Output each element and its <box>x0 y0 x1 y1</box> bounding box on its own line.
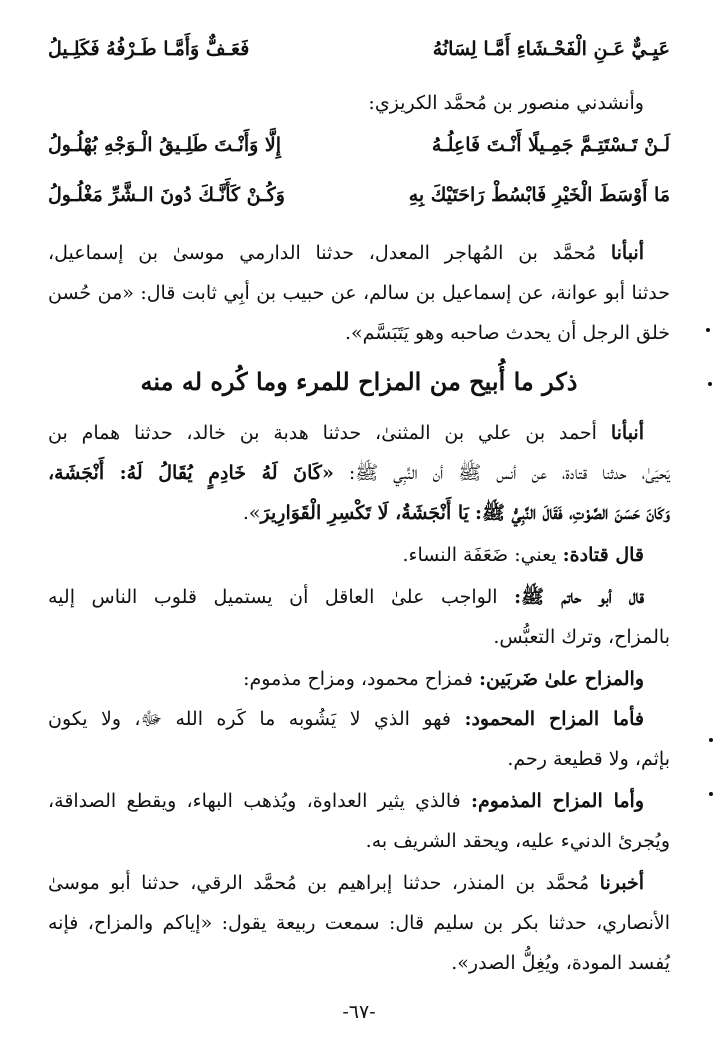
paragraph-text: مُحمَّد بن المنذر، حدثنا إبراهيم بن مُحمَّد الرقي، حدثنا أبو موسىٰ <box>48 872 590 894</box>
narration-lead: أنبأنا <box>610 422 644 444</box>
paragraph-line <box>48 458 670 488</box>
paragraph-line <box>48 868 670 898</box>
paragraph-text: الواجب علىٰ العاقل أن يستميل قلوب الناس إليه <box>48 586 498 608</box>
paragraph-line: الأنصاري، حدثنا بكر بن سليم قال: سمعت ربيعة يقول: «إياكم والمزاح، فإنه <box>48 912 670 934</box>
verse-second-hemistich: وَكُـنْ كَأَنَّـكَ دُونَ الـشَّرِّ مَغْلُـولُ <box>48 184 285 206</box>
paragraph-text: فالذي يثير العداوة، ويُذهب البهاء، ويقطع الصداقة، <box>48 790 461 812</box>
paragraph-line <box>48 540 670 570</box>
section-heading: ذكر ما أُبيح من المزاح للمرء وما كُره له منه <box>140 367 578 396</box>
narration-lead: أخبرنا <box>599 872 644 894</box>
paragraph-line <box>48 498 670 528</box>
paragraph-line: حدثنا أبو عوانة، عن إسماعيل بن سالم، عن حبيب بن أبِي ثابت قال: «من حُسن <box>48 282 670 304</box>
paragraph-line: خلق الرجل أن يحدث صاحبه وهو يَتَبَسَّم». <box>344 322 670 344</box>
hadith-quote: وَكَانَ حَسَنَ الصَّوْتِ، فَقَالَ النَّبِيُّ ﷺ: <box>474 502 670 524</box>
book-page <box>48 0 670 1048</box>
narration-lead: قال قتادة: <box>562 544 644 566</box>
verse-second-hemistich: إِلَّا وَأَنْـتَ طَلِـيقُ الْـوَجْهِ بُهْلُـولُ <box>48 134 282 156</box>
narration-lead: والمزاح علىٰ ضَربَين: <box>478 668 644 690</box>
paragraph-text: فهو الذي لا يَشُوبه ما كَره الله ﷻ، ولا يكون <box>48 708 451 730</box>
paragraph-line <box>48 238 670 268</box>
paragraph-line <box>48 664 670 694</box>
narration-lead: أنبأنا <box>610 242 644 264</box>
paragraph-line <box>48 786 670 816</box>
paragraph-line <box>48 582 670 612</box>
narration-lead: قال أبو حاتم ﷺ: <box>514 586 645 608</box>
paragraph-line <box>48 418 670 448</box>
scan-speck <box>709 792 713 796</box>
page-number: -٦٧- <box>342 1001 376 1023</box>
paragraph-text: يَحيَىٰ، حدثنا قتادة، عن أنس ﷺ أن النَّبِي ﷺ: <box>348 462 670 484</box>
scan-speck <box>706 328 710 332</box>
poem-verse <box>48 178 670 212</box>
scan-speck <box>709 738 713 742</box>
paragraph-text: مُحمَّد بن المُهاجر المعدل، حدثنا الدارمي موسىٰ بن إسماعيل، <box>48 242 597 264</box>
hadith-emphasis: يَا أَنْجَشَةُ، لَا تَكْسِرِ الْقَوَارِيرَ <box>260 502 469 524</box>
verse-second-hemistich: فَعَـفٌّ وَأَمَّـا طَـرْفُهُ فَكَلِـيلُ <box>48 38 250 60</box>
verse-first-hemistich: لَـنْ تَـسْتَتِـمَّ جَمِـيلًا أَنْـتَ فَاعِلُـهُ <box>431 134 670 156</box>
verse-first-hemistich: مَا أَوْسَطَ الْخَيْرِ فَابْسُطْ رَاحَتَيْكَ بِهِ <box>408 184 670 206</box>
scan-speck <box>708 382 712 386</box>
paragraph-line <box>48 704 670 734</box>
paragraph-line: بالمزاح، وترك التعبُّس. <box>493 626 670 648</box>
poem-verse <box>48 32 670 66</box>
poem-verse <box>48 128 670 162</box>
paragraph-line: بإثم، ولا قطيعة رحم. <box>507 748 670 770</box>
paragraph-line: يُفسد المودة، ويُغِلُّ الصدر». <box>451 952 670 974</box>
verse-first-hemistich: عَيِـيٌّ عَـنِ الْفَحْـشَاءِ أَمَّـا لِسَانُهُ <box>432 38 670 60</box>
paragraph-text: فمزاح محمود، ومزاح مذموم: <box>243 668 473 690</box>
hadith-quote: «كَانَ لَهُ خَادِمٍ يُقَالُ لَهُ: أَنْجَشَة، <box>48 462 334 484</box>
paragraph-text: أحمد بن علي بن المثنىٰ، حدثنا هدبة بن خالد، حدثنا همام بن <box>48 422 597 444</box>
narration-lead: فأما المزاح المحمود: <box>464 708 644 730</box>
narration-lead: وأما المزاح المذموم: <box>470 790 644 812</box>
quote-close: ». <box>242 502 261 524</box>
verse-attribution: وأنشدني منصور بن مُحمَّد الكريزي: <box>368 92 644 114</box>
paragraph-text: يعني: ضَعَفَة النساء. <box>402 544 557 566</box>
paragraph-line: ويُجرئ الدنيء عليه، ويحقد الشريف به. <box>365 830 670 852</box>
